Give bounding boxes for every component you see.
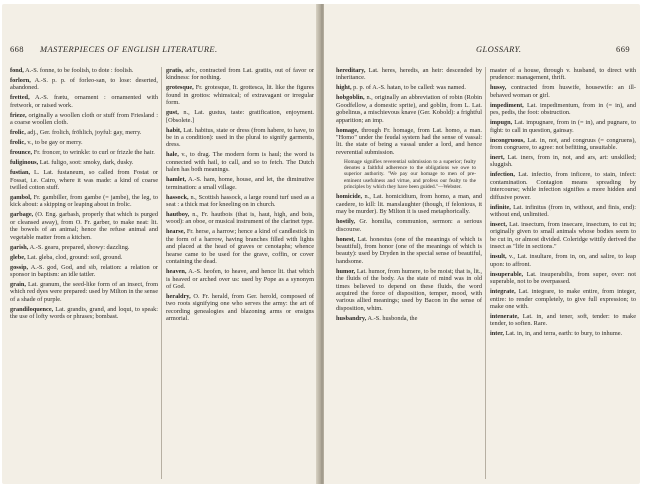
glossary-definition: Lat. heres, heredis, an heir: descended by inheritance. <box>336 67 482 82</box>
glossary-term: intenerate, <box>490 312 519 320</box>
page-number: 669 <box>616 44 630 54</box>
glossary-entry <box>10 264 158 279</box>
glossary-definition: Lat. in, and tener, soft, tender: to make tender, to soften. Rare. <box>490 312 636 328</box>
glossary-column <box>10 67 158 477</box>
glossary-entry <box>10 77 158 92</box>
column-divider <box>161 67 162 479</box>
glossary-entry <box>490 204 636 219</box>
glossary-definition: Lat. honestus (one of the meanings of which is beautiful), from honor (one of the meanings of which is beauty): used by Dryden in the special sense of beautiful, handsome. <box>336 235 482 265</box>
glossary-definition: Lat. fuligo, soot: smoky, dark, dusky. <box>39 159 134 167</box>
glossary-definition: A.-S. gearu, prepared, showy: dazzling. <box>29 243 130 251</box>
glossary-term: fretted, <box>10 94 30 102</box>
glossary-definition: Lat. impedimentum, from in (= in), and pes, pedis, the foot: obstruction. <box>490 101 636 117</box>
glossary-definition: A.-S. fonne, to be foolish, to dote : foolish. <box>25 67 134 74</box>
glossary-term: hight, <box>336 84 352 92</box>
glossary-definition: contracted from huswife, housewife: an ill-behaved woman or girl. <box>490 84 636 99</box>
glossary-term: incongruous, <box>490 136 525 144</box>
glossary-term: impugn, <box>490 119 513 127</box>
glossary-term: hereditary, <box>336 67 366 74</box>
glossary-entry <box>166 84 314 106</box>
glossary-term: frieze, <box>10 111 27 119</box>
glossary-entry <box>336 193 482 215</box>
glossary-entry <box>166 67 314 82</box>
running-title: MASTERPIECES OF ENGLISH LITERATURE. <box>40 44 218 54</box>
glossary-entry <box>166 211 314 226</box>
glossary-entry <box>336 67 482 82</box>
glossary-definition: v., to be gay or merry. <box>27 139 83 147</box>
glossary-term: homage, <box>336 126 359 134</box>
glossary-term: gratis, <box>166 67 183 74</box>
glossary-entry <box>10 94 158 109</box>
glossary-column <box>490 67 636 477</box>
glossary-entry <box>490 253 636 268</box>
glossary-term: fustian, <box>10 169 31 177</box>
glossary-term: husbandry, <box>336 314 367 322</box>
glossary-entry <box>10 281 158 303</box>
glossary-term: frolic, <box>10 129 26 137</box>
glossary-definition: Lat. granum, the seed-like form of an insect, from which red dyes were prepared: used by Milton in the sense of a shade of purple. <box>10 281 158 303</box>
glossary-term: hobgoblin, <box>336 94 365 102</box>
glossary-entry <box>166 151 314 173</box>
glossary-entry <box>336 84 482 91</box>
glossary-term: infinite, <box>490 203 511 211</box>
right-page <box>324 4 640 484</box>
glossary-entry <box>10 169 158 191</box>
glossary-entry <box>166 268 314 290</box>
glossary-definition: Fr. gambiller, from gambe (= jambe), the leg, to kick about: a skipping or leaping about in frolic. <box>10 194 158 209</box>
glossary-definition: Lat. insuperabilis, from super, over: not superable, not to be overpassed. <box>490 270 636 286</box>
glossary-entry <box>336 315 482 322</box>
glossary-term: infection, <box>490 171 516 179</box>
glossary-term: hassock, <box>166 193 189 201</box>
usage-note <box>344 159 476 190</box>
glossary-entry <box>10 129 158 136</box>
glossary-entry <box>490 67 636 82</box>
glossary-term: heraldry, <box>166 292 191 300</box>
glossary-term: habit, <box>166 126 182 134</box>
glossary-entry <box>490 330 636 337</box>
glossary-definition: Lat. gleba, clod, ground: soil, ground. <box>27 253 123 261</box>
glossary-entry <box>166 194 314 209</box>
glossary-definition: adv., contracted from Lat. gratiis, out of favor or kindness: for nothing. <box>166 67 314 82</box>
glossary-definition: O. Fr. herald, from Ger. herold, composed of two roots signifying one who serves the army: the art of recording genealogies and blazoning arms or ensigns armorial. <box>166 292 314 323</box>
glossary-entry <box>490 313 636 328</box>
glossary-definition: Lat. infectio, from inficere, to stain, infect: contamination. Contagion means spreading by intercourse; while infection signifies a more hidden and diffusive power. <box>490 171 636 201</box>
glossary-definition: L. Lat. fustaneum, so called from Fostat or Fossat, i.e. Cairo, where it was made: a kind of coarse twilled cotton stuff. <box>10 169 158 192</box>
glossary-term: hearse, <box>166 228 186 236</box>
glossary-definition: Fr. froncer, to wrinkle: to curl or frizzle the hair. <box>33 149 155 157</box>
glossary-definition: originally a woollen cloth or stuff from Friesland : a coarse woollen cloth. <box>10 111 158 127</box>
glossary-definition: A.-S. heofen, to heave, and hence lit. that which is heaved or arched over us: used by Pope as a synonym of God. <box>166 268 314 290</box>
glossary-term: inert, <box>490 154 505 162</box>
glossary-definition: Fr. herse, a harrow; hence a kind of candlestick in the form of a harrow, having branches filled with lights and placed at the head of graves or cenotaphs; whence hearse came to be used for the grave, coffin, or cover containing the dead. <box>166 228 314 266</box>
glossary-term: integrate, <box>490 288 516 296</box>
glossary-term: garish, <box>10 243 29 251</box>
glossary-entry <box>490 288 636 310</box>
glossary-term: gambol, <box>10 194 32 202</box>
glossary-definition: Lat. grandis, grand, and loqui, to speak: the use of lofty words or phrases; bombast. <box>10 305 158 321</box>
glossary-column <box>166 67 314 477</box>
glossary-definition: through Fr. homage, from Lat. homo, a man. "Homo" under the feudal system had the sense of vassal: lit. the state of being a vassal under a lord, and hence reverential submission. <box>336 126 482 156</box>
glossary-entry <box>10 306 158 321</box>
left-page <box>2 4 320 484</box>
glossary-term: gossip, <box>10 263 29 271</box>
glossary-term: hale, <box>166 151 179 159</box>
glossary-entry <box>166 176 314 191</box>
glossary-term: hostily, <box>336 218 356 226</box>
glossary-term: forlorn, <box>10 77 31 84</box>
running-title: GLOSSARY. <box>476 44 522 54</box>
glossary-term: humor, <box>336 267 356 275</box>
glossary-definition: n., Lat. gustus, taste: gratification, enjoyment. [Obsolete.] <box>166 109 314 124</box>
glossary-entry <box>10 67 158 74</box>
glossary-entry <box>490 102 636 117</box>
glossary-definition: A.-S. p. p. of forleo-san, to lose: deserted, abandoned. <box>10 77 158 92</box>
glossary-definition: Lat. humor, from humere, to be moist; that is, lit., the fluids of the body. As the state of mind was in old times believed to depend on these fluids, the word acquired the force of disposition, temper, mood, with various allied meanings; used by Bacon in the sense of disposition, whim. <box>336 267 482 312</box>
glossary-definition: adj., Ger. frolich, fröhlich, joyful: gay, merry. <box>27 129 142 137</box>
glossary-term: honest, <box>336 235 356 243</box>
glossary-entry <box>10 254 158 261</box>
glossary-entry <box>10 139 158 146</box>
glossary-definition: Lat. in, in, and terra, earth: to bury, to inhume. <box>505 330 623 338</box>
glossary-definition: Lat. iners, from in, not, and ars, art: unskilled; sluggish. <box>490 154 636 169</box>
glossary-term: hamlet, <box>166 176 187 184</box>
glossary-term: inter, <box>490 330 504 338</box>
glossary-entry <box>490 271 636 286</box>
page-number: 668 <box>10 44 24 54</box>
glossary-term: fuliginous, <box>10 159 39 167</box>
glossary-definition: n., Lat. homicidium, from homo, a man, and caedere, to kill: lit. manslaughter (though, if felonious, it may be murder). By Milton it is used metaphorically. <box>336 193 482 216</box>
glossary-definition: master of a house, through v. husband, to direct with prudence: management, thrift. <box>490 67 636 82</box>
glossary-definition: Lat. integrare, to make entire, from integer, entire: to render completely, to give full expression; to make one with. <box>490 288 636 310</box>
glossary-definition: v., Lat. insultare, from in, on, and salire, to leap upon: to affront. <box>490 253 636 268</box>
glossary-entry <box>166 293 314 323</box>
glossary-term: frolic, <box>10 139 26 147</box>
glossary-entry <box>490 154 636 169</box>
glossary-term: insuperable, <box>490 270 524 278</box>
glossary-entry <box>166 228 314 265</box>
glossary-entry <box>490 171 636 201</box>
glossary-term: insult, <box>490 253 507 261</box>
glossary-definition: A.-S. frætu, ornament : ornamented with fretwork, or raised work. <box>10 94 158 109</box>
glossary-entry <box>166 127 314 149</box>
glossary-definition: n., Scottish hassock, a large round turf used as a seat : a thick mat for kneeling on in church. <box>166 193 314 209</box>
glossary-entry <box>10 244 158 251</box>
glossary-entry <box>10 112 158 127</box>
glossary-term: grandiloquence, <box>10 305 54 313</box>
glossary-entry <box>490 137 636 152</box>
glossary-entry <box>10 211 158 241</box>
glossary-term: garbage, <box>10 211 34 219</box>
glossary-term: insect, <box>490 221 507 229</box>
glossary-definition: Lat. impugnare, from in (= in), and pugnare, to fight: to call in question, gainsay. <box>490 119 636 134</box>
glossary-definition: A.-S. god, God, and sib, relation: a relation or sponsor in baptism: an idle tattler. <box>10 263 158 279</box>
glossary-entry <box>490 119 636 134</box>
glossary-column <box>336 67 482 477</box>
glossary-term: grain, <box>10 281 26 289</box>
glossary-entry <box>10 149 158 156</box>
glossary-term: impediment, <box>490 101 524 109</box>
glossary-term: glebe, <box>10 253 26 261</box>
glossary-definition: A.-S. ham, home, house, and let, the diminutive termination: a small village. <box>166 176 314 191</box>
glossary-definition: Fr. grotesque, It. grottesca, lit. like the figures found in grottos: whimsical; of extravagant or irregular form. <box>166 84 314 107</box>
glossary-definition: Lat. infinitus (from in, without, and finis, end): without end, unlimited. <box>490 203 636 219</box>
glossary-term: fond, <box>10 67 24 74</box>
glossary-entry <box>336 268 482 312</box>
glossary-entry <box>336 127 482 157</box>
glossary-entry <box>166 109 314 124</box>
glossary-term: heaven, <box>166 268 187 276</box>
glossary-term: grotesque, <box>166 84 194 92</box>
glossary-definition: n., Fr. hautbois (that is, haut, high, and bois, wood): an oboe, or musical instrument of the clarinet type. <box>166 211 314 226</box>
glossary-term: gust, <box>166 109 179 117</box>
glossary-entry <box>10 194 158 209</box>
glossary-definition: Lat. insectum, from insecare, insectum, to cut in; originally given to small animals whose bodies seem to be cut in, or almost divided. Coleridge wittily derived the insect as "life in sections." <box>490 221 636 251</box>
glossary-entry <box>490 221 636 251</box>
glossary-entry <box>490 84 636 99</box>
glossary-definition: v., to drag. The modern form is haul; the word is connected with hail, to call, and so to fetch. The Dutch halen has both meanings. <box>166 151 314 174</box>
glossary-term: hautboy, <box>166 211 190 219</box>
glossary-term: frounce, <box>10 149 33 157</box>
glossary-definition: Lat. in, not, and congruus (= congruens), from congruere, to agree: not befitting, unsuitable. <box>490 136 636 152</box>
glossary-entry <box>336 236 482 266</box>
glossary-definition: Lat. habitus, state or dress (from habere, to have, to be in a condition): used in the plural to signify garments, dress. <box>166 126 314 149</box>
glossary-definition: Gr. homilia, communion, sermon: a serious discourse. <box>336 218 482 233</box>
glossary-term: homicide, <box>336 193 363 201</box>
glossary-term: hussy, <box>490 84 507 92</box>
glossary-entry <box>336 94 482 124</box>
glossary-entry <box>10 159 158 166</box>
glossary-definition: A.-S. husbonda, the <box>367 314 418 322</box>
glossary-definition: n., originally an abbreviation of robin (Robin Goodfellow, a domestic sprite), and goblin, from L. Lat. gobelinus, a mischievous knave (Ger. Kobold): a frightful apparition; an imp. <box>336 94 482 124</box>
column-divider <box>485 67 486 479</box>
glossary-entry <box>336 218 482 233</box>
glossary-definition: p. p. of A.-S. hatan, to be called: was named. <box>353 84 466 92</box>
glossary-definition: Homage signifies reverential submission to a superior; fealty denotes a faithful adherence to the obligations we owe to superior authority. "We pay our homage to men of pre-eminent usefulness and virtue, and profess our fealty to the principles by which they have been guided."—Webster. <box>344 158 476 191</box>
glossary-definition: (O. Eng. garbash, properly that which is purged or cleansed away), from O. Fr. garber, to make neat: lit. the bowels of an animal; hence the refuse animal and vegetable matter from a kitchen. <box>10 211 158 241</box>
